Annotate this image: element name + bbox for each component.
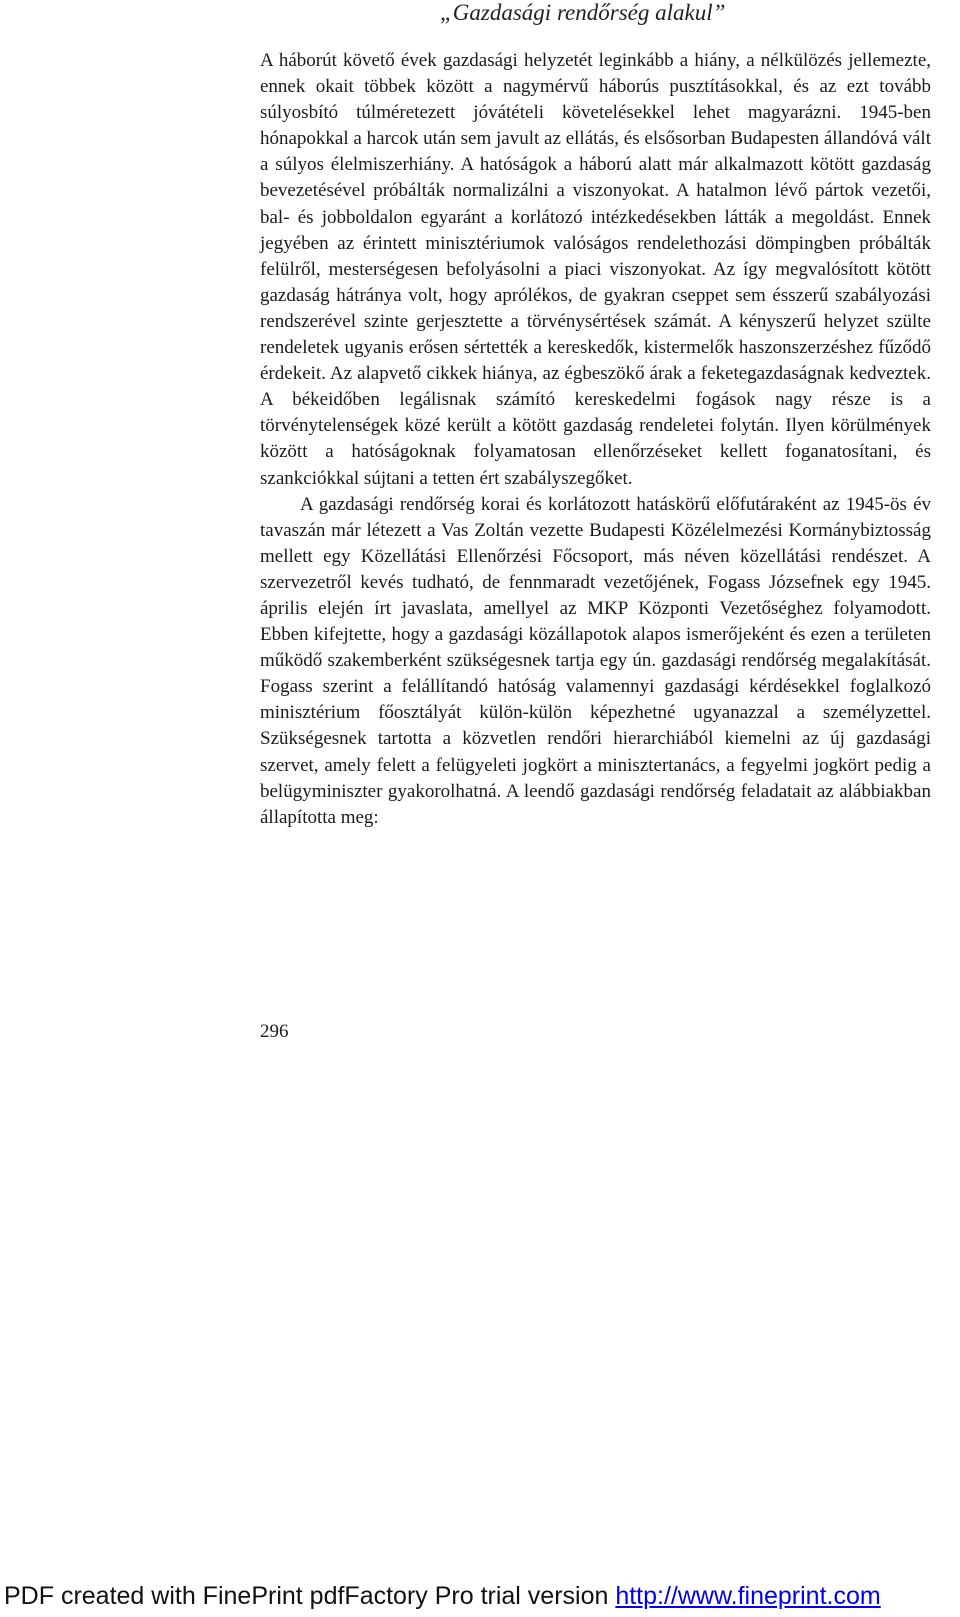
paragraph-2: A gazdasági rendőrség korai és korlátozott hatáskörű előfutáraként az 1945-ös év tavaszán már létezett a Vas Zoltán vezette Budapesti Közélelmezési Kormánybiztosság mellett egy Közellátási Ellenőrzési Főcsoport, más néven közellátási rendészet. A szervezetről kevés tudható, de fennmaradt vezetőjének, Fogass Józsefnek egy 1945. április elején írt javaslata, amellyel az MKP Központi Vezetőséghez folyamodott. Ebben kifejtette, hogy a gazdasági közállapotok alapos ismerőjeként és ezen a területen működő szakemberként szükségesnek tartja egy ún. gazdasági rendőrség megalakítását. Fogass szerint a felállítandó hatóság valamennyi gazdasági kérdésekkel foglalkozó minisztérium főosztályát külön-külön képezhetné ugyanazzal a személyzettel. Szükségesnek tartotta a közvetlen rendőri hierarchiából kiemelni az új gazdasági szervet, amely felett a felügyeleti jogkört a minisztertanács, a fegyelmi jogkört pedig a belügyminiszter gyakorolhatná. A leendő gazdasági rendőrség feladatait az alábbiakban állapította meg: (260, 493, 931, 828)
footer-link[interactable]: http://www.fineprint.com (615, 1582, 881, 1610)
article-body (260, 48, 931, 831)
running-title: „Gazdasági rendőrség alakul” (440, 0, 726, 25)
page-number: 296 (260, 1021, 289, 1042)
paragraph-1: A háborút követő évek gazdasági helyzetét leginkább a hiány, a nélkülözés jellemezte, ennek okait többek között a nagymérvű háborús pusztításokkal, és az ezt tovább súlyosbító túlméretezett jóvátételi követelésekkel lehet magyarázni. 1945-ben hónapokkal a harcok után sem javult az ellátás, és elsősorban Budapesten állandóvá vált a súlyos élelmiszerhiány. A hatóságok a háború alatt már alkalmazott kötött gazdaság bevezetésével próbálták normalizálni a viszonyokat. A hatalmon lévő pártok vezetői, bal- és jobboldalon egyaránt a korlátozó intézkedésekben látták a megoldást. Ennek jegyében az érintett minisztériumok valóságos rendelethozási dömpingben próbálták felülről, mesterségesen befolyásolni a piaci viszonyokat. Az így megvalósított kötött gazdaság hátránya volt, hogy aprólékos, de gyakran cseppet sem ésszerű szabályozási rendszerével szinte gerjesztette a törvénysértések számát. A kényszerű helyzet szülte rendeletek ugyanis erősen sértették a kereskedők, kistermelők haszonszerzéshez fűződő érdekeit. Az alapvető cikkek hiánya, az égbeszökő árak a feketegazdaságnak kedveztek. A békeidőben legálisnak számító kereskedelmi fogások nagy része is a törvénytelenségek közé került a kötött gazdaság rendeletei folytán. Ilyen körülmények között a hatóságoknak folyamatosan ellenőrzéseket kellett foganatosítani, és szankciókkal sújtani a tetten ért szabályszegőket. (260, 50, 931, 489)
footer-text: PDF created with FinePrint pdfFactory Pro trial version (4, 1582, 616, 1610)
pdf-creator-footer (0, 1577, 960, 1617)
